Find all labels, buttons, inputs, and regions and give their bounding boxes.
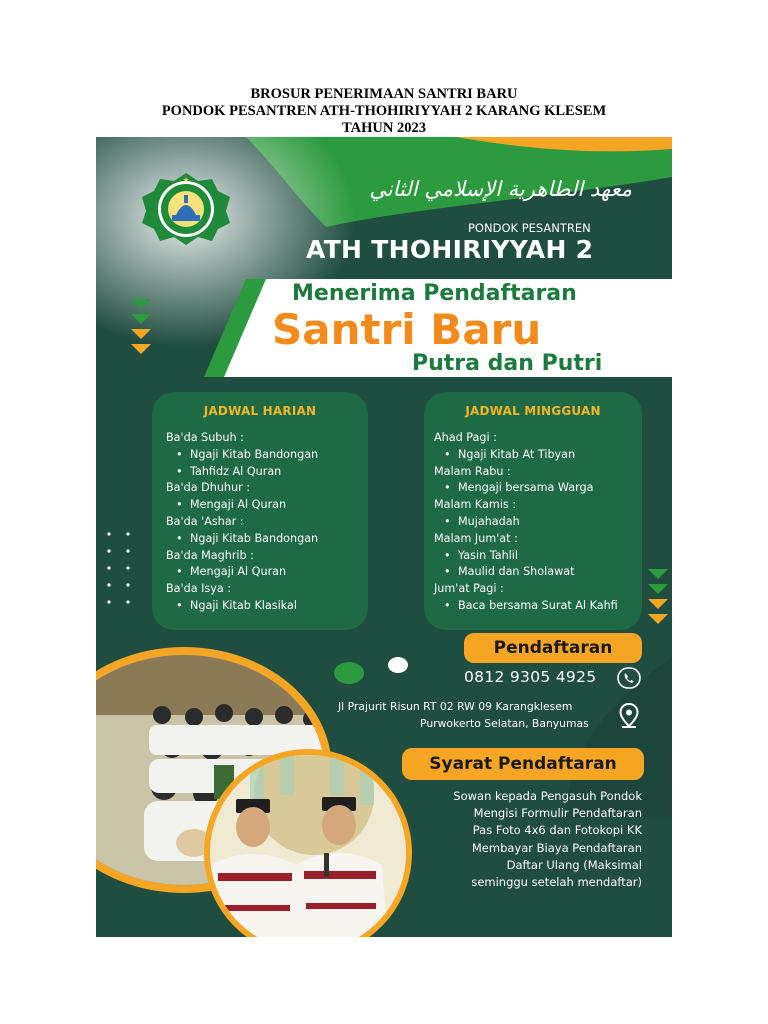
schedule-activity: • Tahfidz Al Quran [166, 464, 318, 481]
schedule-time-label: Ba'da Maghrib : [166, 548, 254, 562]
schedule-time-label: Malam Rabu : [434, 464, 511, 478]
schedule-activity: • Ngaji Kitab At Tibyan [434, 447, 618, 464]
chevron-decoration-left [130, 297, 152, 359]
weekly-schedule-card [424, 392, 642, 630]
address-line2: Purwokerto Selatan, Banyumas [420, 717, 589, 730]
schedule-activity: • Mengaji Al Quran [166, 564, 318, 581]
registration-title: Pendaftaran [464, 633, 642, 663]
weekly-schedule-title: JADWAL MINGGUAN [465, 404, 601, 418]
schedule-activity: • Ngaji Kitab Bandongan [166, 447, 318, 464]
requirement-item: Pas Foto 4x6 dan Fotokopi KK [472, 823, 642, 838]
schedule-activity: • Yasin Tahlil [434, 548, 618, 565]
banner-line1: Menerima Pendaftaran [292, 281, 577, 306]
location-pin-icon [619, 703, 639, 729]
schedule-activity: • Maulid dan Sholawat [434, 564, 618, 581]
document-title-line3: TAHUN 2023 [342, 120, 426, 136]
address-line1: Jl Prajurit Risun RT 02 RW 09 Karangklesem [338, 700, 573, 713]
schedule-time-label: Malam Kamis : [434, 498, 517, 512]
requirement-item: seminggu setelah mendaftar) [471, 875, 642, 890]
schedule-activity: • Mengaji bersama Warga [434, 480, 618, 497]
requirements-title: Syarat Pendaftaran [402, 748, 644, 780]
banner-line3: Putra dan Putri [412, 351, 603, 376]
brochure-poster [96, 137, 672, 937]
schedule-activity: • Mujahadah [434, 514, 618, 531]
header-subtitle: PONDOK PESANTREN [468, 221, 591, 235]
weekly-schedule-list [434, 430, 618, 615]
schedule-time-label: Ba'da 'Ashar : [166, 514, 244, 528]
schedule-activity: • Ngaji Kitab Klasikal [166, 598, 318, 615]
schedule-time-label: Ba'da Dhuhur : [166, 481, 251, 495]
requirement-item: Daftar Ulang (Maksimal [506, 857, 642, 872]
schedule-time-label: Jum'at Pagi : [434, 582, 504, 596]
daily-schedule-title: JADWAL HARIAN [203, 404, 317, 418]
schedule-time-label: Ba'da Isya : [166, 582, 232, 596]
schedule-activity: • Baca bersama Surat Al Kahfi [434, 598, 618, 615]
schedule-activity: • Mengaji Al Quran [166, 497, 318, 514]
pesantren-logo [140, 171, 232, 245]
phone-icon [617, 667, 641, 689]
schedule-time-label: Malam Jum'at : [434, 531, 518, 545]
banner-line2: Santri Baru [272, 305, 542, 354]
header-name: ATH THOHIRIYYAH 2 [306, 235, 594, 264]
registration-phone: 0812 9305 4925 [464, 668, 597, 686]
schedule-time-label: Ahad Pagi : [434, 431, 497, 444]
requirement-item: Membayar Biaya Pendaftaran [471, 840, 642, 855]
decorative-circle-green [334, 662, 364, 684]
requirement-item: Mengisi Formulir Pendaftaran [473, 806, 642, 821]
schedule-activity: • Ngaji Kitab Bandongan [166, 531, 318, 548]
document-title-line2: PONDOK PESANTREN ATH-THOHIRIYYAH 2 KARANG KLESEM [161, 103, 607, 119]
document-title-line1: BROSUR PENERIMAAN SANTRI BARU [250, 86, 518, 102]
requirements-list [453, 788, 642, 891]
daily-schedule-list [166, 430, 318, 615]
arabic-name: معهد الطاهرية الإسلامي الثاني [369, 177, 632, 201]
chevron-decoration-right [647, 567, 669, 629]
daily-schedule-card [152, 392, 368, 630]
schedule-time-label: Ba'da Subuh : [166, 431, 244, 444]
students-speech-illustration [210, 755, 412, 937]
dot-decoration [104, 529, 134, 613]
requirement-item: Sowan kepada Pengasuh Pondok [453, 789, 642, 803]
decorative-circle-white [388, 657, 408, 673]
